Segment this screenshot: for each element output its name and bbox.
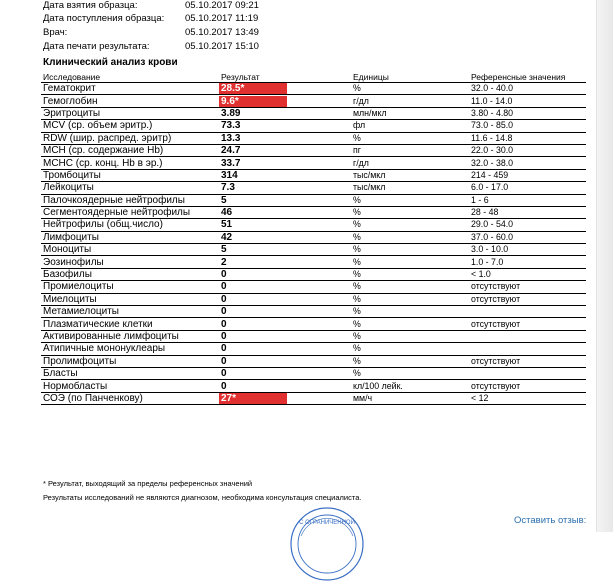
test-result-cell: [219, 318, 351, 330]
meta-value: 05.10.2017 09:21: [185, 0, 259, 11]
test-units: %: [351, 231, 469, 243]
test-result: 0: [221, 306, 227, 318]
test-result: 0: [221, 281, 227, 293]
test-result-cell: [219, 293, 351, 305]
test-name: Нормобласты: [41, 380, 219, 392]
test-result-cell: [219, 380, 351, 392]
header-units: Единицы: [351, 72, 469, 83]
table-row: [41, 157, 586, 169]
test-reference: < 1.0: [469, 268, 586, 280]
test-name: Лимфоциты: [41, 231, 219, 243]
test-name: Эритроциты: [41, 107, 219, 119]
test-result: 0: [221, 318, 227, 330]
test-reference: 32.0 - 40.0: [469, 83, 586, 95]
test-result-cell: [219, 206, 351, 218]
feedback-link[interactable]: Оставить отзыв:: [514, 515, 587, 526]
table-row: [41, 268, 586, 280]
meta-value: 05.10.2017 13:49: [185, 27, 259, 38]
test-name: MCH (ср. содержание Hb): [41, 144, 219, 156]
test-reference: 11.6 - 14.8: [469, 132, 586, 144]
test-result-cell: [219, 169, 351, 181]
test-result-cell: [219, 194, 351, 206]
test-name: Гемоглобин: [41, 95, 219, 107]
test-name: Тромбоциты: [41, 169, 219, 181]
test-name: Миелоциты: [41, 293, 219, 305]
test-units: пг: [351, 144, 469, 156]
test-reference: отсутствуют: [469, 318, 586, 330]
test-result-cell: [219, 231, 351, 243]
test-reference: 37.0 - 60.0: [469, 231, 586, 243]
test-reference: 32.0 - 38.0: [469, 157, 586, 169]
table-row: [41, 318, 586, 330]
table-header-row: [41, 72, 586, 83]
stamp-text: С ОГРАНИЧЕННОЙ: [299, 520, 355, 526]
test-name: Атипичные мононуклеары: [41, 343, 219, 355]
results-table: [41, 72, 586, 405]
test-units: %: [351, 281, 469, 293]
test-name: MCHC (ср. конц. Hb в эр.): [41, 157, 219, 169]
test-reference: отсутствуют: [469, 380, 586, 392]
table-row: [41, 367, 586, 379]
table-row: [41, 256, 586, 268]
test-name: Промиелоциты: [41, 281, 219, 293]
test-units: тыс/мкл: [351, 169, 469, 181]
test-reference: 1.0 - 7.0: [469, 256, 586, 268]
test-result-cell: [219, 144, 351, 156]
stamp-outer-ring: [291, 508, 363, 580]
test-name: Палочкоядерные нейтрофилы: [41, 194, 219, 206]
meta-label: Дата взятия образца:: [43, 0, 138, 11]
test-result: 13.3: [221, 132, 241, 144]
test-name: Метамиелоциты: [41, 306, 219, 318]
test-result: 46: [221, 207, 233, 219]
test-units: %: [351, 268, 469, 280]
table-row: [41, 83, 586, 95]
test-result-cell: [219, 120, 351, 132]
test-name: Сегментоядерные нейтрофилы: [41, 206, 219, 218]
test-units: кл/100 лейк.: [351, 380, 469, 392]
test-result: 7.3: [221, 182, 235, 194]
section-title: Клинический анализ крови: [43, 57, 178, 68]
test-units: млн/мкл: [351, 107, 469, 119]
test-result: 51: [221, 219, 233, 231]
test-result: 5: [221, 194, 227, 206]
test-reference: 3.0 - 10.0: [469, 244, 586, 256]
table-row: [41, 132, 586, 144]
meta-label: Дата печати результата:: [43, 41, 150, 52]
results-body: [41, 83, 586, 405]
test-units: %: [351, 318, 469, 330]
test-result-cell: [219, 330, 351, 342]
meta-value: 05.10.2017 11:19: [185, 13, 259, 24]
table-row: [41, 392, 586, 404]
test-name: RDW (шир. распред. эритр): [41, 132, 219, 144]
test-result-cell: [219, 281, 351, 293]
header-test: Исследование: [41, 72, 219, 83]
test-reference: 3.80 - 4.80: [469, 107, 586, 119]
table-row: [41, 107, 586, 119]
test-units: %: [351, 306, 469, 318]
test-units: %: [351, 355, 469, 367]
test-reference: 1 - 6: [469, 194, 586, 206]
table-row: [41, 182, 586, 194]
lab-stamp: [287, 504, 367, 584]
table-row: [41, 281, 586, 293]
table-row: [41, 343, 586, 355]
test-reference: 73.0 - 85.0: [469, 120, 586, 132]
test-result-cell: [219, 132, 351, 144]
test-name: Активированные лимфоциты: [41, 330, 219, 342]
test-name: Плазматические клетки: [41, 318, 219, 330]
test-reference: 6.0 - 17.0: [469, 182, 586, 194]
test-reference: < 12: [469, 392, 586, 404]
test-units: %: [351, 194, 469, 206]
meta-value: 05.10.2017 15:10: [185, 41, 259, 52]
test-result: 42: [221, 231, 233, 243]
test-units: %: [351, 256, 469, 268]
test-units: %: [351, 132, 469, 144]
test-name: Эозинофилы: [41, 256, 219, 268]
test-reference: [469, 330, 586, 342]
test-units: %: [351, 219, 469, 231]
footnote: * Результат, выходящий за пределы референсных значений: [43, 479, 253, 488]
test-result-cell: [219, 355, 351, 367]
table-row: [41, 194, 586, 206]
test-units: г/дл: [351, 157, 469, 169]
test-reference: отсутствуют: [469, 281, 586, 293]
test-name: Базофилы: [41, 268, 219, 280]
meta-label: Врач:: [43, 27, 68, 38]
table-row: [41, 244, 586, 256]
test-result: 0: [221, 368, 227, 380]
test-units: %: [351, 206, 469, 218]
test-reference: отсутствуют: [469, 293, 586, 305]
test-name: Лейкоциты: [41, 182, 219, 194]
table-row: [41, 219, 586, 231]
test-result-cell: [219, 219, 351, 231]
test-name: Бласты: [41, 367, 219, 379]
test-result-flagged: 27*: [219, 393, 287, 404]
table-row: [41, 95, 586, 107]
test-name: СОЭ (по Панченкову): [41, 392, 219, 404]
test-result-cell: [219, 256, 351, 268]
test-result-cell: [219, 343, 351, 355]
header-reference: Референсные значения: [469, 72, 586, 83]
test-result: 24.7: [221, 145, 241, 157]
meta-label: Дата поступления образца:: [43, 13, 165, 24]
test-result-cell: [219, 392, 351, 404]
test-reference: [469, 367, 586, 379]
test-name: Гематокрит: [41, 83, 219, 95]
test-result-cell: [219, 268, 351, 280]
test-result-cell: [219, 244, 351, 256]
test-result: 3.89: [221, 107, 241, 119]
test-result: 314: [221, 169, 238, 181]
test-reference: отсутствуют: [469, 355, 586, 367]
test-units: г/дл: [351, 95, 469, 107]
test-result-cell: [219, 367, 351, 379]
table-row: [41, 120, 586, 132]
test-result: 0: [221, 269, 227, 281]
test-reference: 22.0 - 30.0: [469, 144, 586, 156]
test-units: фл: [351, 120, 469, 132]
test-result-cell: [219, 306, 351, 318]
test-result-cell: [219, 182, 351, 194]
test-result: 0: [221, 343, 227, 355]
disclaimer: Результаты исследований не являются диагнозом, необходима консультация специалиста.: [43, 493, 362, 502]
test-name: Нейтрофилы (общ.число): [41, 219, 219, 231]
test-name: Моноциты: [41, 244, 219, 256]
test-reference: 28 - 48: [469, 206, 586, 218]
page-edge: [596, 0, 613, 532]
test-result: 5: [221, 244, 227, 256]
table-row: [41, 330, 586, 342]
test-reference: [469, 306, 586, 318]
test-units: %: [351, 83, 469, 95]
test-result-cell: [219, 95, 351, 107]
test-units: %: [351, 330, 469, 342]
table-row: [41, 306, 586, 318]
table-row: [41, 169, 586, 181]
test-reference: 11.0 - 14.0: [469, 95, 586, 107]
test-units: тыс/мкл: [351, 182, 469, 194]
table-row: [41, 293, 586, 305]
test-name: Пролимфоциты: [41, 355, 219, 367]
test-units: %: [351, 367, 469, 379]
test-result: 0: [221, 293, 227, 305]
test-result-cell: [219, 83, 351, 95]
table-row: [41, 206, 586, 218]
test-reference: 214 - 459: [469, 169, 586, 181]
test-result-cell: [219, 157, 351, 169]
test-result: 2: [221, 256, 227, 268]
test-reference: 29.0 - 54.0: [469, 219, 586, 231]
test-result: 73.3: [221, 120, 241, 132]
table-row: [41, 380, 586, 392]
test-result: 0: [221, 331, 227, 342]
test-result-cell: [219, 107, 351, 119]
table-row: [41, 144, 586, 156]
test-result: 33.7: [221, 157, 241, 169]
test-name: MCV (ср. объем эритр.): [41, 120, 219, 132]
test-result-flagged: 9.6*: [219, 96, 287, 107]
test-units: %: [351, 343, 469, 355]
test-units: %: [351, 244, 469, 256]
test-result: 0: [221, 380, 227, 392]
test-units: мм/ч: [351, 392, 469, 404]
header-result: Результат: [219, 72, 351, 83]
table-row: [41, 355, 586, 367]
test-result: 0: [221, 355, 227, 367]
table-row: [41, 231, 586, 243]
test-units: %: [351, 293, 469, 305]
test-reference: [469, 343, 586, 355]
test-result-flagged: 28.5*: [219, 83, 287, 94]
